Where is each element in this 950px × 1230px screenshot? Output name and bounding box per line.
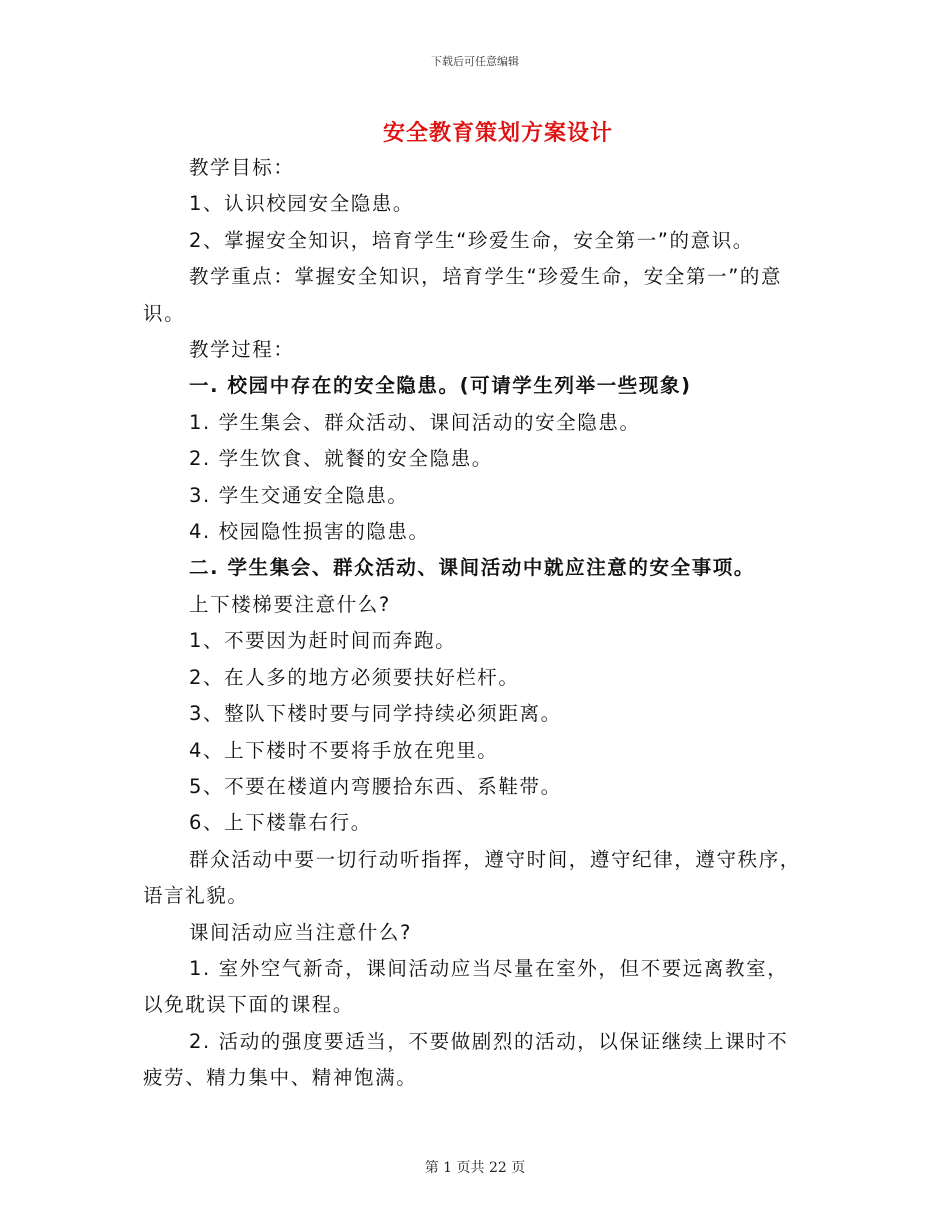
document-title: 安全教育策划方案设计 (382, 121, 613, 146)
paragraph: 4、上下楼时不要将手放在兜里。 (189, 738, 499, 762)
paragraph: 3、整队下楼时要与同学持续必须距离。 (189, 702, 562, 726)
paragraph: 3. 学生交通安全隐患。 (189, 483, 409, 507)
paragraph: 4. 校园隐性损害的隐患。 (189, 520, 430, 544)
header-note: 下载后可任意编辑 (431, 55, 519, 68)
paragraph: 6、上下楼靠右行。 (189, 811, 372, 835)
paragraph: 1、不要因为赶时间而奔跑。 (189, 629, 457, 653)
paragraph: 上下楼梯要注意什么? (189, 592, 391, 616)
paragraph: 1. 室外空气新奇，课间活动应当尽量在室外，但不要远离教室，以免耽误下面的课程。 (143, 956, 789, 1017)
section-heading: 一. 校园中存在的安全隐患。(可请学生列举一些现象) (189, 374, 692, 398)
paragraph: 2、在人多的地方必须要扶好栏杆。 (189, 665, 520, 689)
paragraph: 1、认识校园安全隐患。 (189, 192, 415, 216)
paragraph: 5、不要在楼道内弯腰拾东西、系鞋带。 (189, 774, 562, 798)
paragraph: 教学目标： (189, 156, 295, 179)
section-heading: 二. 学生集会、群众活动、课间活动中就应注意的安全事项。 (189, 556, 755, 580)
paragraph: 2. 活动的强度要适当，不要做剧烈的活动，以保证继续上课时不疲劳、精力集中、精神饱满。 (143, 1029, 789, 1090)
paragraph: 教学过程： (189, 338, 295, 362)
document-body (143, 150, 807, 1097)
paragraph: 1. 学生集会、群众活动、课间活动的安全隐患。 (189, 410, 641, 434)
page-footer: 第 1 页共 22 页 (424, 1160, 526, 1176)
paragraph: 课间活动应当注意什么? (189, 920, 412, 944)
paragraph: 教学重点：掌握安全知识，培育学生“珍爱生命，安全第一”的意识。 (143, 265, 783, 325)
paragraph: 2、掌握安全知识，培育学生“珍爱生命，安全第一”的意识。 (189, 228, 754, 252)
paragraph: 群众活动中要一切行动听指挥，遵守时间，遵守纪律，遵守秩序，语言礼貌。 (143, 847, 801, 908)
paragraph: 2. 学生饮食、就餐的安全隐患。 (189, 447, 493, 471)
